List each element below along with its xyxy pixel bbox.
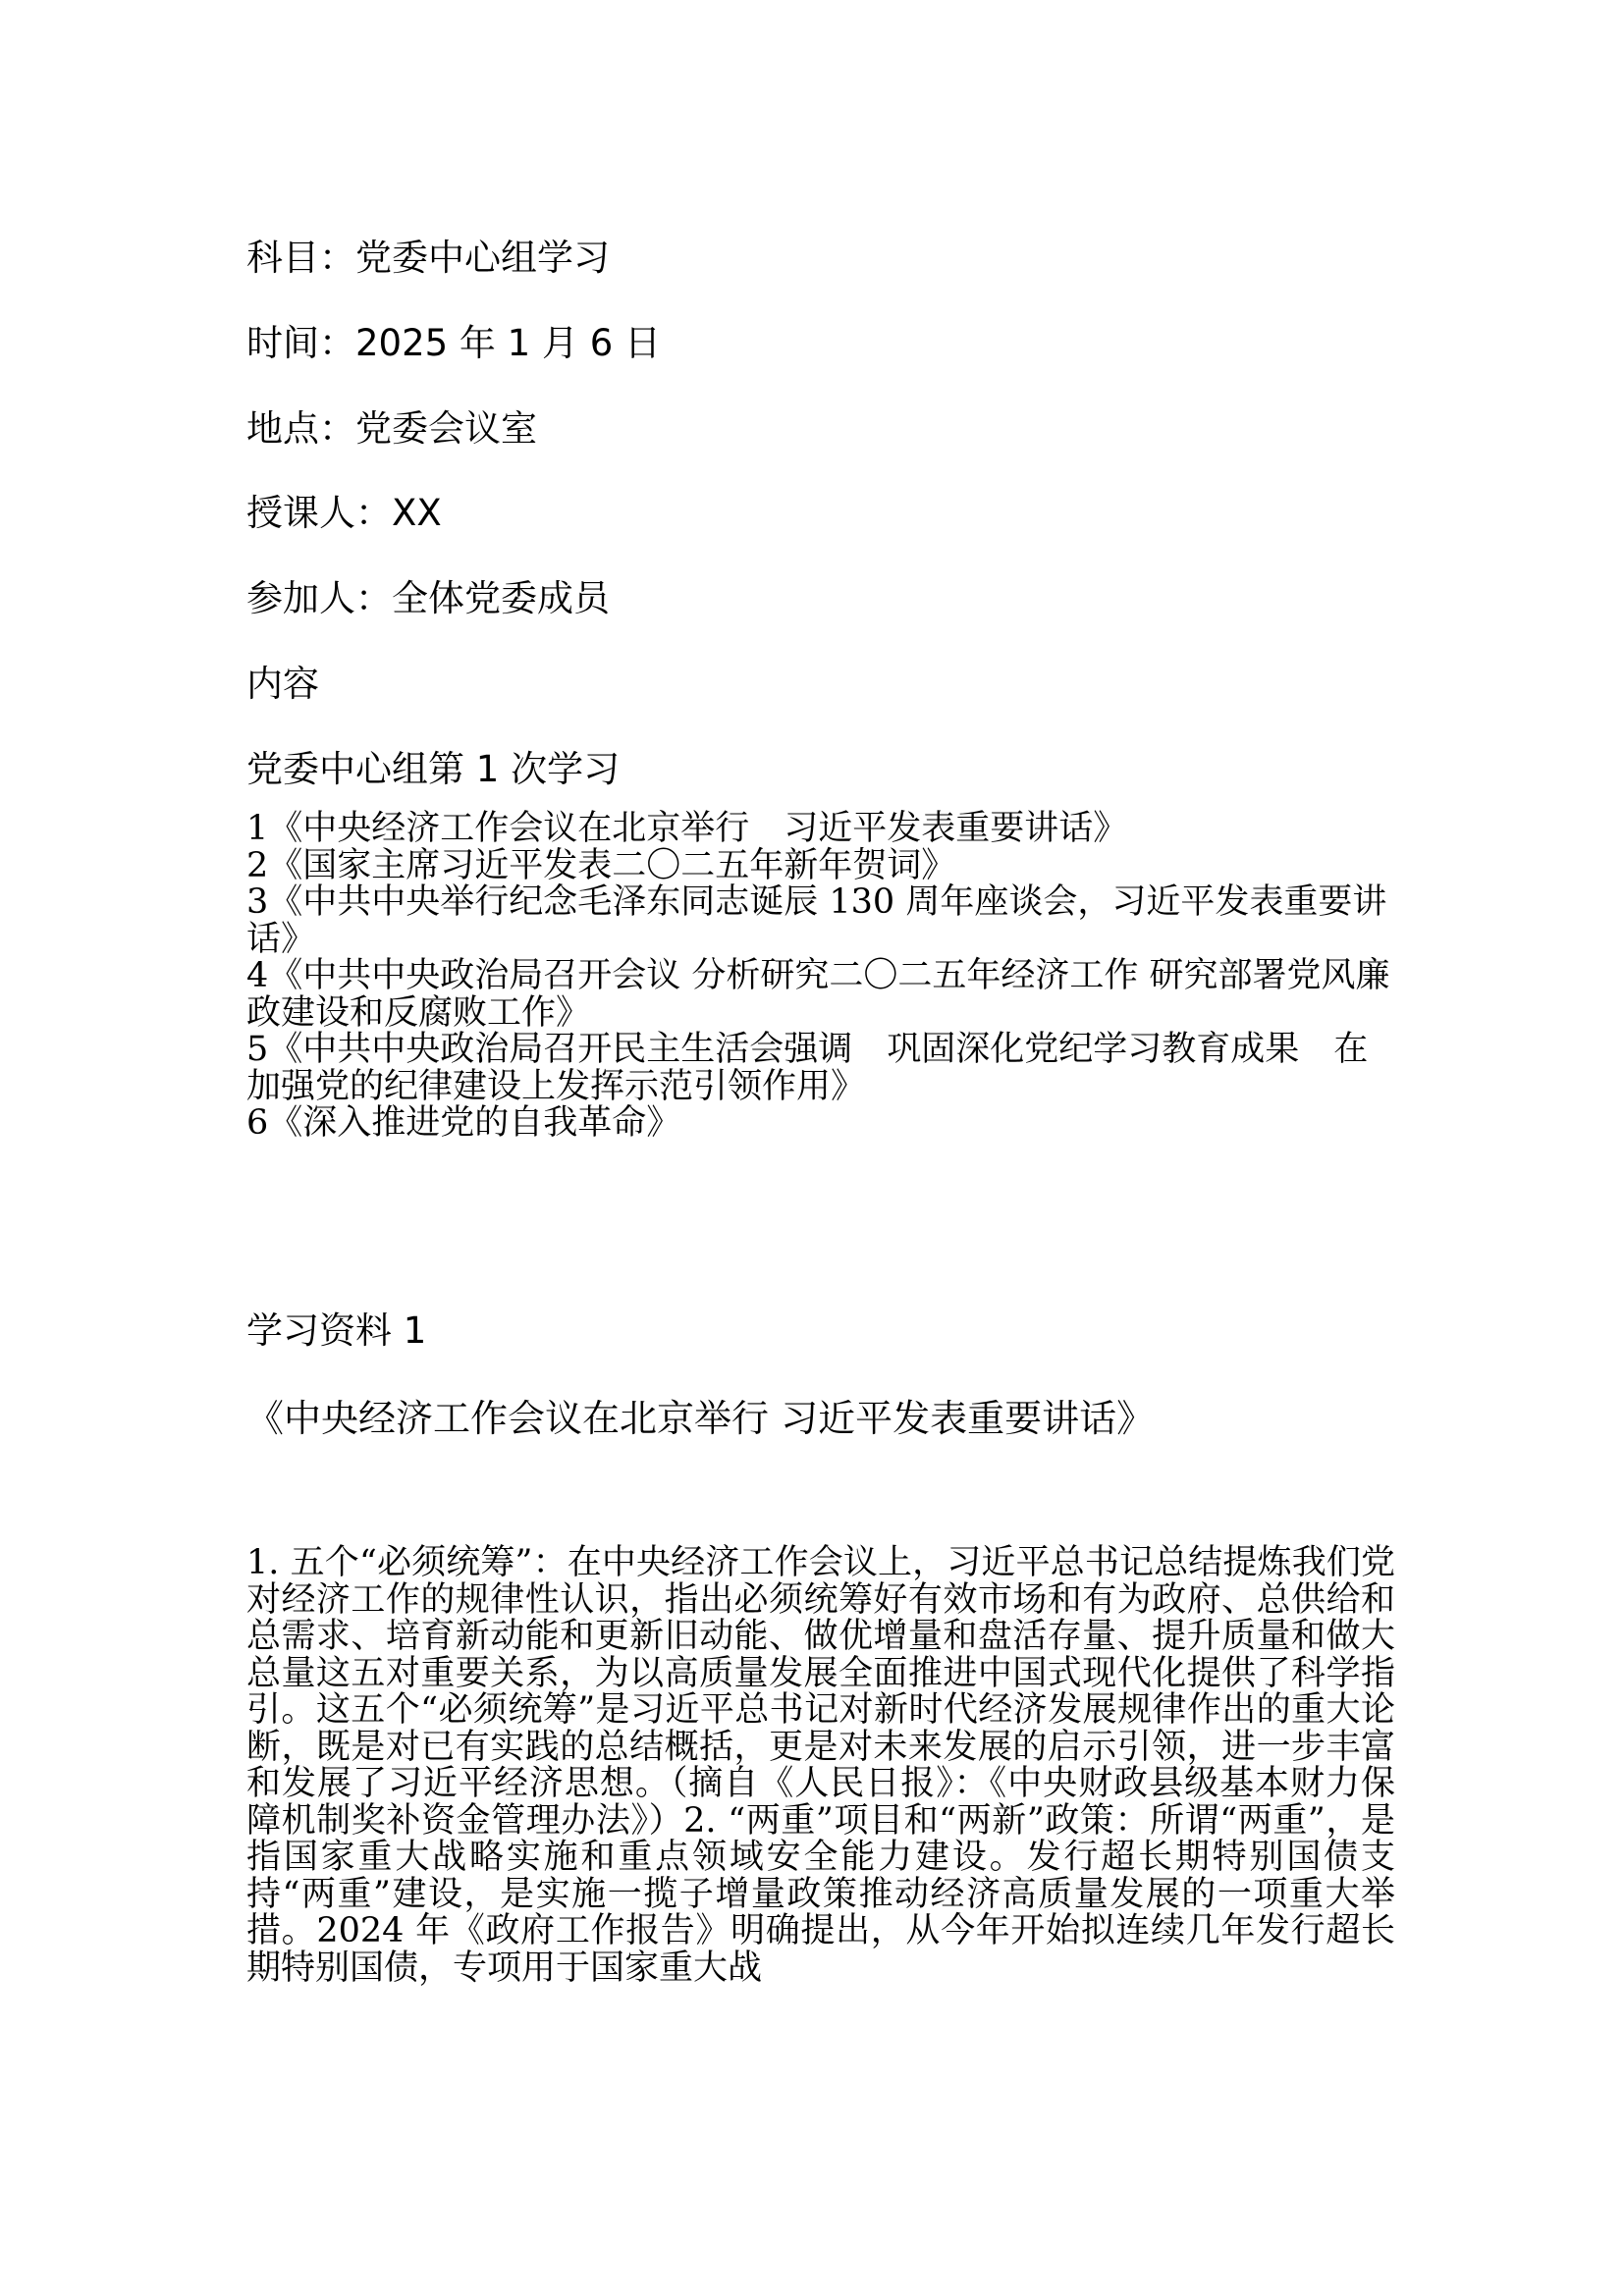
list-item: 5《中共中央政治局召开民主生活会强调 巩固深化党纪学习教育成果 在加强党的纪律建设上发挥示范引领作用》 [246, 1030, 1369, 1106]
lecturer-line: 授课人：XX [246, 492, 442, 534]
attendees-line: 参加人：全体党委成员 [246, 577, 610, 619]
list-item: 1《中央经济工作会议在北京举行 习近平发表重要讲话》 [246, 809, 1128, 848]
time-line: 时间：2025 年 1 月 6 日 [246, 322, 662, 364]
list-item: 2《国家主席习近平发表二〇二五年新年贺词》 [246, 845, 956, 885]
session-title: 党委中心组第 1 次学习 [246, 748, 621, 790]
content-label: 内容 [246, 663, 319, 705]
material-title: 《中央经济工作会议在北京举行 习近平发表重要讲话》 [246, 1397, 1155, 1440]
reading-list [246, 811, 1395, 1143]
list-item: 3《中共中央举行纪念毛泽东同志诞辰 130 周年座谈会，习近平发表重要讲话》 [246, 882, 1387, 959]
subject-line: 科目：党委中心组学习 [246, 237, 610, 279]
location-line: 地点：党委会议室 [246, 407, 537, 450]
material-label: 学习资料 1 [246, 1309, 427, 1352]
list-item: 6《深入推进党的自我革命》 [246, 1103, 681, 1143]
material-body: 1. 五个“必须统筹”：在中央经济工作会议上，习近平总书记总结提炼我们党对经济工作的规律性认识，指出必须统筹好有效市场和有为政府、总供给和总需求、培育新动能和更新旧动能、做优增量和盘活存量、提升质量和做大总量这五对重要关系，为以高质量发展全面推进中国式现代化提供了科学指引。这五个“必须统筹”是习近平总书记对新时代经济发展规律作出的重大论断，既是对已有实践的总结概括，更是对未来发展的启示引领，进一步丰富和发展了习近平经济思想。（摘自《人民日报》：《中央财政县级基本财力保障机制奖补资金管理办法》）2. “两重”项目和“两新”政策：所谓“两重”，是指国家重大战略实施和重点领域安全能力建设。发行超长期特别国债支持“两重”建设，是实施一揽子增量政策推动经济高质量发展的一项重大举措。2024 年《政府工作报告》明确提出，从今年开始拟连续几年发行超长期特别国债，专项用于国家重大战 [246, 1543, 1395, 1988]
list-item: 4《中共中央政治局召开会议 分析研究二〇二五年经济工作 研究部署党风廉政建设和反腐败工作》 [246, 956, 1390, 1033]
